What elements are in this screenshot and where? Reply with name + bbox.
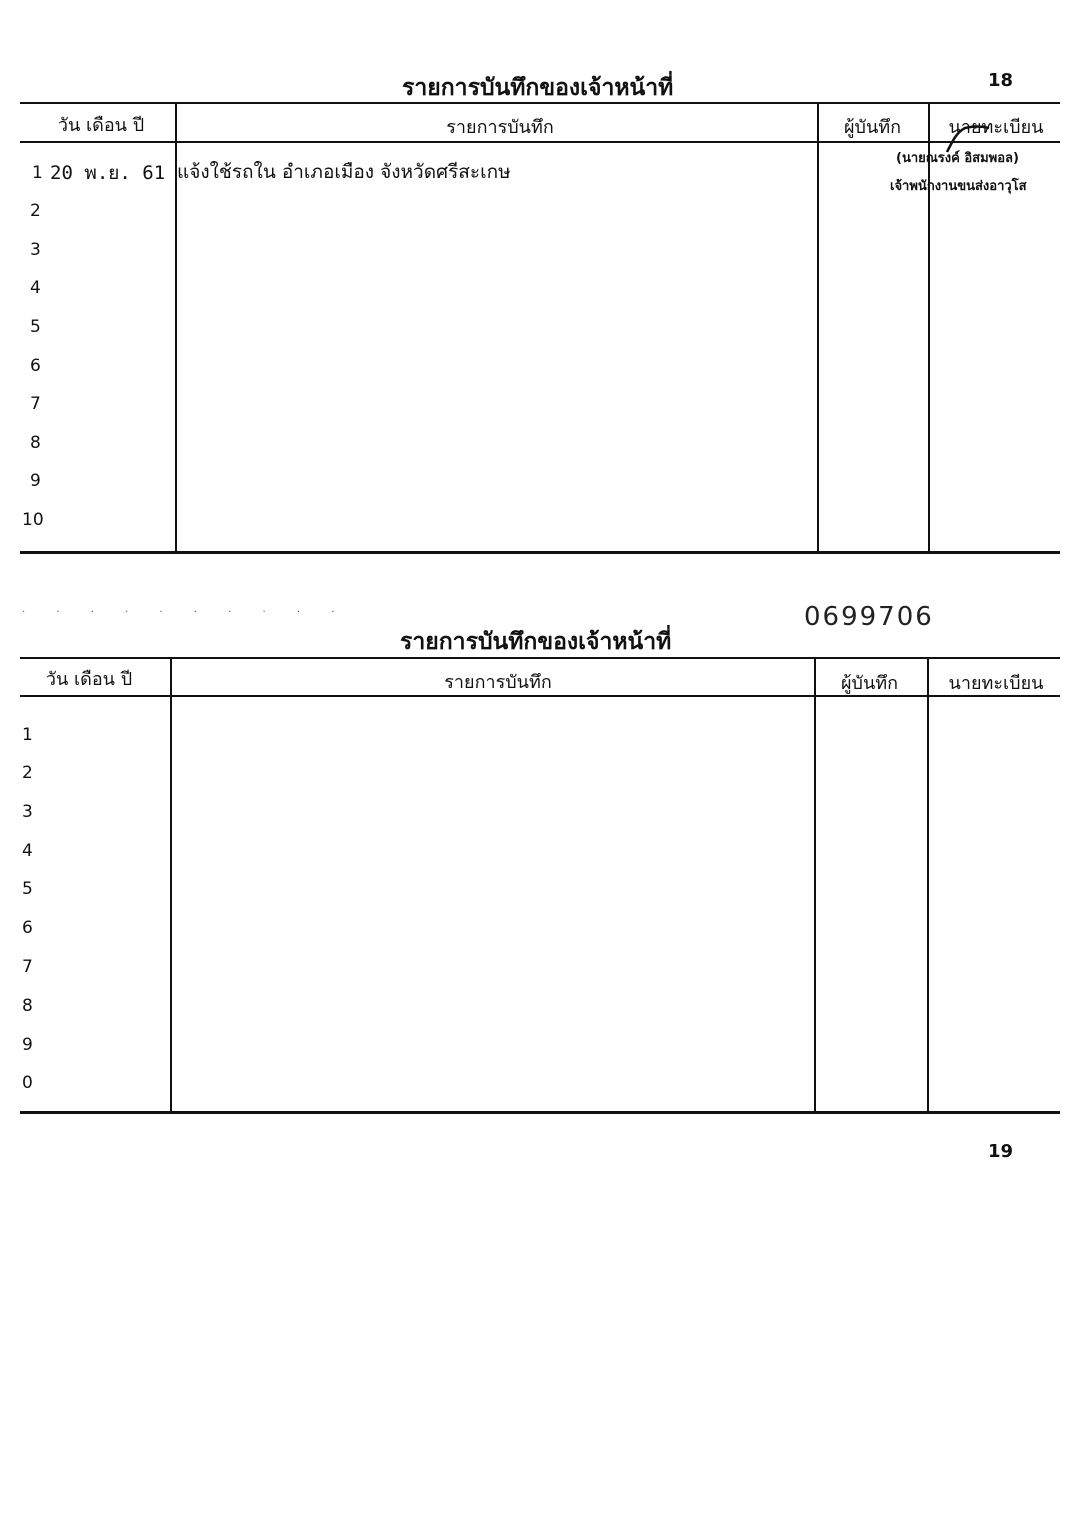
- bottom-row-number: 5: [22, 879, 33, 899]
- top-row-number: 9: [30, 471, 41, 491]
- top-entry-date: 20 พ.ย. 61: [50, 162, 166, 184]
- bottom-row-number: 8: [22, 996, 33, 1016]
- registrar-signer-title: เจ้าพนักงานขนส่งอาวุโส: [890, 179, 1027, 194]
- top-header-date: วัน เดือน ปี: [57, 115, 145, 136]
- bottom-header-recorder: ผู้บันทึก: [840, 673, 899, 694]
- bottom-row-number: 7: [22, 957, 33, 977]
- top-row-number: 10: [22, 510, 44, 530]
- bottom-header-registrar: นายทะเบียน: [948, 673, 1044, 694]
- bottom-row-number: 0: [22, 1073, 33, 1093]
- bottom-serial-number: 0699706: [804, 602, 934, 632]
- bottom-table-col-divider-2: [814, 658, 816, 1112]
- bottom-row-number: 1: [22, 725, 33, 745]
- top-table-col-divider-3: [928, 103, 930, 552]
- top-row-number: 7: [30, 394, 41, 414]
- bottom-table-col-divider-3: [927, 658, 929, 1112]
- top-page-number: 18: [988, 70, 1014, 91]
- top-section-title: รายการบันทึกของเจ้าหน้าที่: [402, 75, 674, 101]
- bottom-row-number: 9: [22, 1035, 33, 1055]
- top-header-recorder: ผู้บันทึก: [843, 117, 902, 138]
- bottom-table-col-divider-1: [170, 658, 172, 1112]
- bottom-header-entry: รายการบันทึก: [444, 672, 552, 693]
- top-header-entry: รายการบันทึก: [446, 117, 554, 138]
- top-row-number: 3: [30, 240, 41, 260]
- top-row-number: 4: [30, 278, 41, 298]
- tear-line-dots: . . . . . . . . . .: [22, 604, 349, 615]
- top-entry-text: แจ้งใช้รถใน อำเภอเมือง จังหวัดศรีสะเกษ: [177, 161, 511, 183]
- top-row-number: 8: [30, 433, 41, 453]
- top-row-number: 6: [30, 356, 41, 376]
- bottom-row-number: 4: [22, 841, 33, 861]
- top-header-registrar: นายทะเบียน: [948, 117, 1044, 138]
- registrar-signer-name: (นายณรงค์ อิสมพอล): [896, 151, 1019, 166]
- bottom-header-date: วัน เดือน ปี: [45, 669, 133, 690]
- bottom-page-number: 19: [988, 1141, 1014, 1162]
- bottom-section-title: รายการบันทึกของเจ้าหน้าที่: [400, 629, 672, 655]
- bottom-row-number: 3: [22, 802, 33, 822]
- top-row-number: 2: [30, 201, 41, 221]
- bottom-table-rule-top: [20, 657, 1060, 659]
- top-row-number: 1: [32, 163, 43, 183]
- bottom-table-rule-bottom: [20, 1111, 1060, 1114]
- bottom-row-number: 2: [22, 763, 33, 783]
- bottom-row-number: 6: [22, 918, 33, 938]
- top-row-number: 5: [30, 317, 41, 337]
- top-table-col-divider-2: [817, 103, 819, 552]
